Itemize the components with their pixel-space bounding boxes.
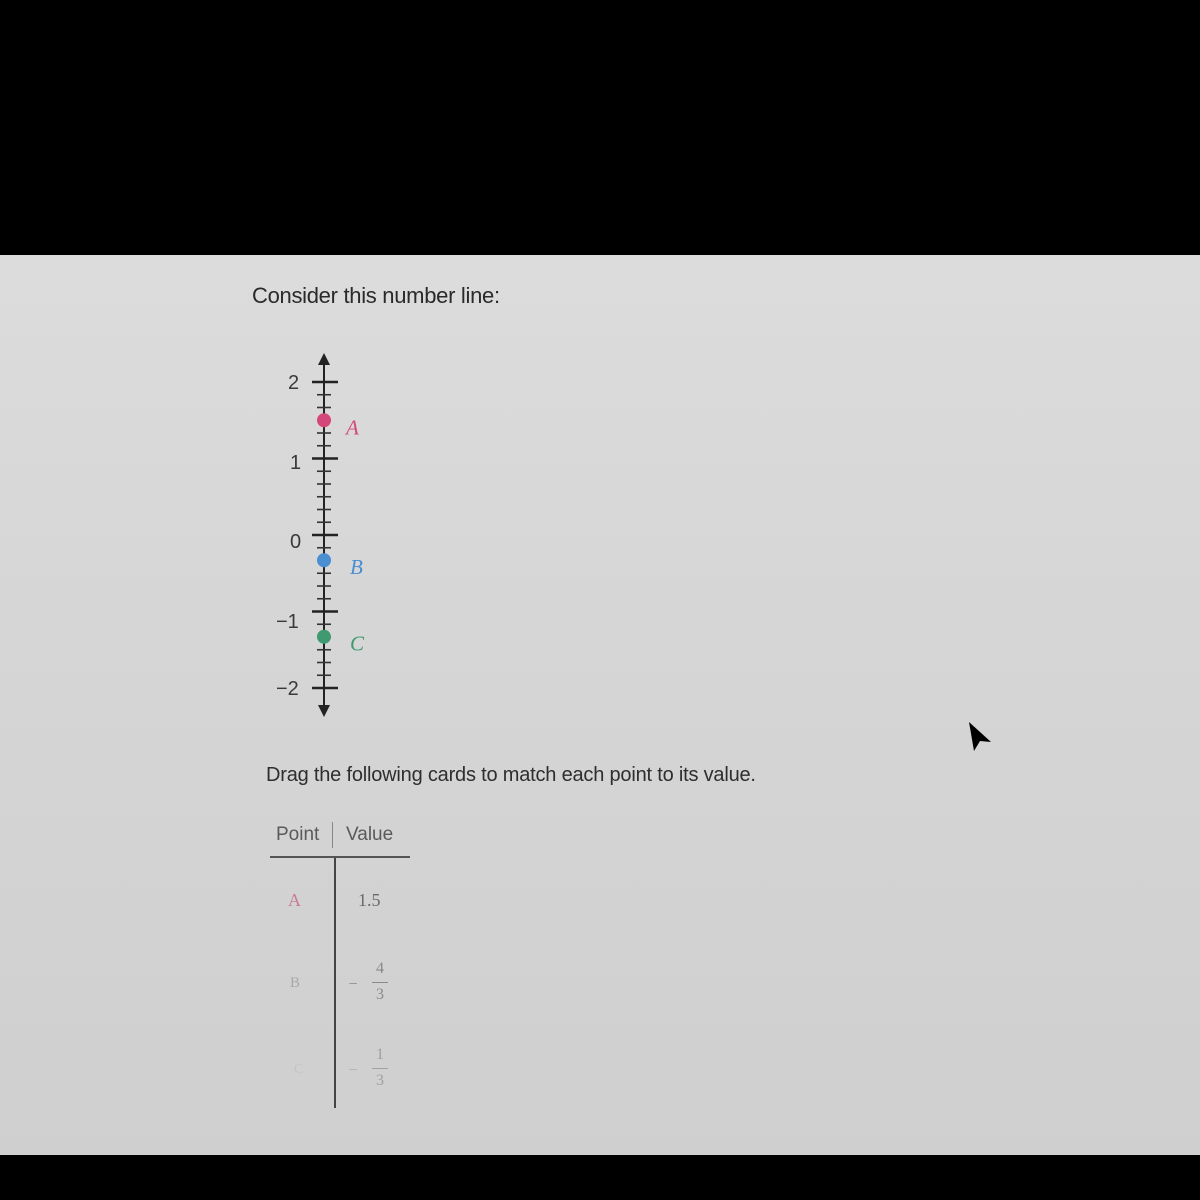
question-prompt: Consider this number line: (252, 283, 500, 308)
point-b-label: B (350, 555, 363, 580)
row-c-numerator: 1 (376, 1046, 384, 1063)
mouse-cursor-icon (965, 720, 995, 754)
header-value: Value (346, 824, 394, 845)
row-b-denominator: 3 (376, 986, 384, 1003)
row-c-point: C (294, 1062, 304, 1077)
row-c-value-card[interactable] (348, 1046, 396, 1098)
row-b-numerator: 4 (376, 960, 384, 977)
tick-label-0: 0 (290, 531, 302, 553)
screen (0, 255, 1200, 1155)
header-rule (270, 856, 410, 858)
row-a-point: A (288, 890, 301, 910)
row-b-value-card[interactable] (348, 960, 396, 1012)
point-a-dot (317, 413, 331, 427)
number-line (260, 345, 400, 725)
row-c-fraction-bar (372, 1068, 388, 1069)
point-c-label: C (350, 631, 365, 656)
monitor-bezel (0, 1155, 1200, 1200)
tick-label-1: 1 (290, 452, 302, 474)
tick-label-neg1: −1 (276, 611, 299, 633)
down-arrow-icon (318, 705, 330, 717)
match-table (270, 820, 420, 1110)
row-c-denominator: 3 (376, 1072, 384, 1089)
point-c-dot (317, 630, 331, 644)
point-a-label: A (346, 415, 359, 440)
row-a-value-card[interactable]: 1.5 (358, 890, 381, 910)
row-b-sign: − (348, 976, 358, 993)
column-divider (334, 858, 336, 1108)
header-divider (332, 822, 333, 848)
row-b-point: B (290, 975, 301, 991)
row-b-fraction-bar (372, 982, 388, 983)
row-c-sign: − (348, 1062, 358, 1079)
drag-instruction: Drag the following cards to match each point to its value. (266, 764, 756, 786)
header-point: Point (276, 824, 320, 845)
point-b-dot (317, 553, 331, 567)
tick-label-2: 2 (288, 372, 300, 394)
tick-label-neg2: −2 (276, 678, 299, 700)
up-arrow-icon (318, 353, 330, 365)
